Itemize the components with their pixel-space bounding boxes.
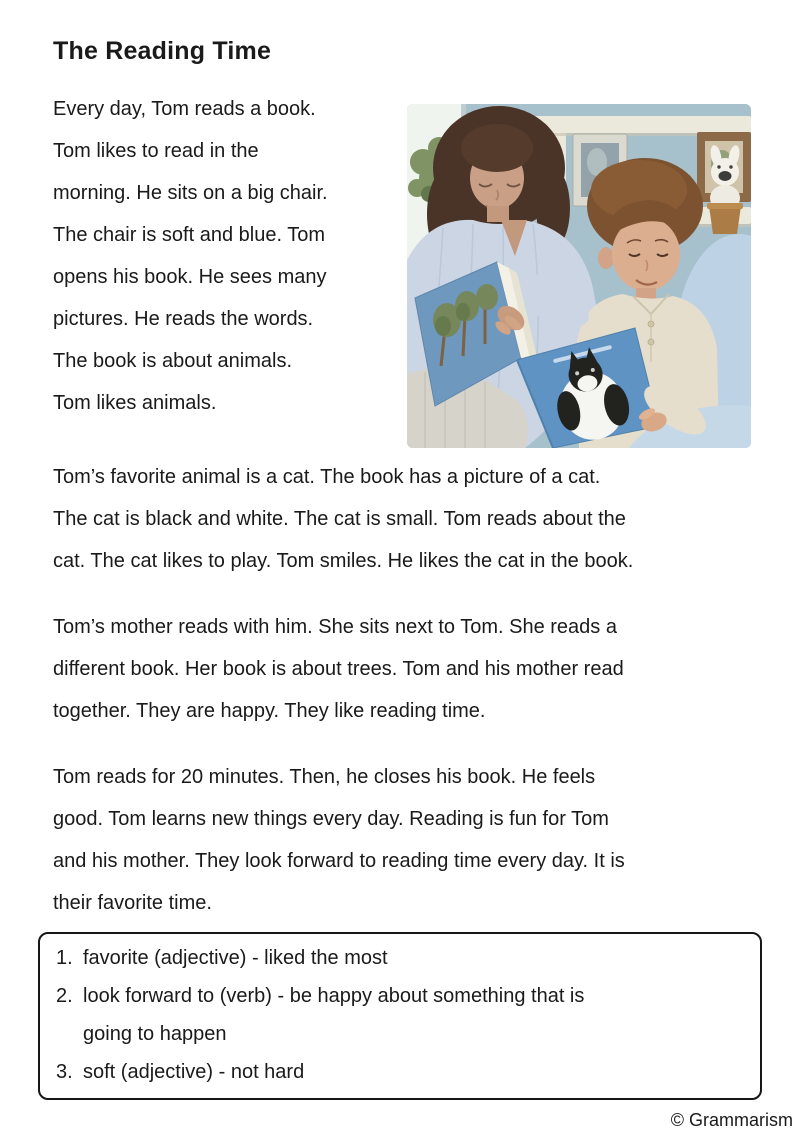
story-line: Tom’s favorite animal is a cat. The book has a picture of a cat. [53, 466, 601, 488]
story-line: Tom reads for 20 minutes. Then, he closes his book. He feels [53, 766, 596, 788]
copyright-footer: © Grammarism [670, 1110, 793, 1130]
story-line: Tom likes to read in the [53, 140, 259, 162]
story-top-row [53, 88, 762, 448]
vocabulary-box [38, 932, 762, 1100]
vocabulary-definition: going to happen [83, 1023, 227, 1045]
vocabulary-item-number: 2. [56, 985, 73, 1007]
story-line: good. Tom learns new things every day. Reading is fun for Tom [53, 808, 609, 830]
reading-photo-illustration [407, 104, 751, 448]
story-line: pictures. He reads the words. [53, 308, 314, 330]
story-line: and his mother. They look forward to reading time every day. It is [53, 850, 625, 872]
story-paragraph-4 [53, 756, 762, 924]
story-line: morning. He sits on a big chair. [53, 182, 328, 204]
story-paragraph-3 [53, 606, 762, 732]
vocabulary-definition: look forward to (verb) - be happy about something that is [83, 985, 585, 1007]
story-line: cat. The cat likes to play. Tom smiles. He likes the cat in the book. [53, 550, 634, 572]
vocabulary-item-number: 3. [56, 1061, 73, 1083]
vocabulary-item [56, 939, 744, 977]
vocabulary-item [56, 977, 744, 1053]
story-line: different book. Her book is about trees. Tom and his mother read [53, 658, 624, 680]
story-line: opens his book. He sees many [53, 266, 327, 288]
vocabulary-definition: soft (adjective) - not hard [83, 1061, 305, 1083]
page-title: The Reading Time [53, 37, 272, 65]
story-paragraph-1 [53, 88, 407, 424]
story-paragraph-2 [53, 456, 762, 582]
story-line: The cat is black and white. The cat is small. Tom reads about the [53, 508, 626, 530]
story-line: their favorite time. [53, 892, 212, 914]
story-line: The chair is soft and blue. Tom [53, 224, 325, 246]
vocabulary-item-number: 1. [56, 947, 73, 969]
story-line: Every day, Tom reads a book. [53, 98, 316, 120]
vocabulary-item [56, 1053, 744, 1091]
story-line: The book is about animals. [53, 350, 293, 372]
vocabulary-definition: favorite (adjective) - liked the most [83, 947, 388, 969]
reading-photo [407, 104, 751, 448]
story-line: Tom likes animals. [53, 392, 217, 414]
story-line: Tom’s mother reads with him. She sits next to Tom. She reads a [53, 616, 617, 638]
story-line: together. They are happy. They like reading time. [53, 700, 486, 722]
